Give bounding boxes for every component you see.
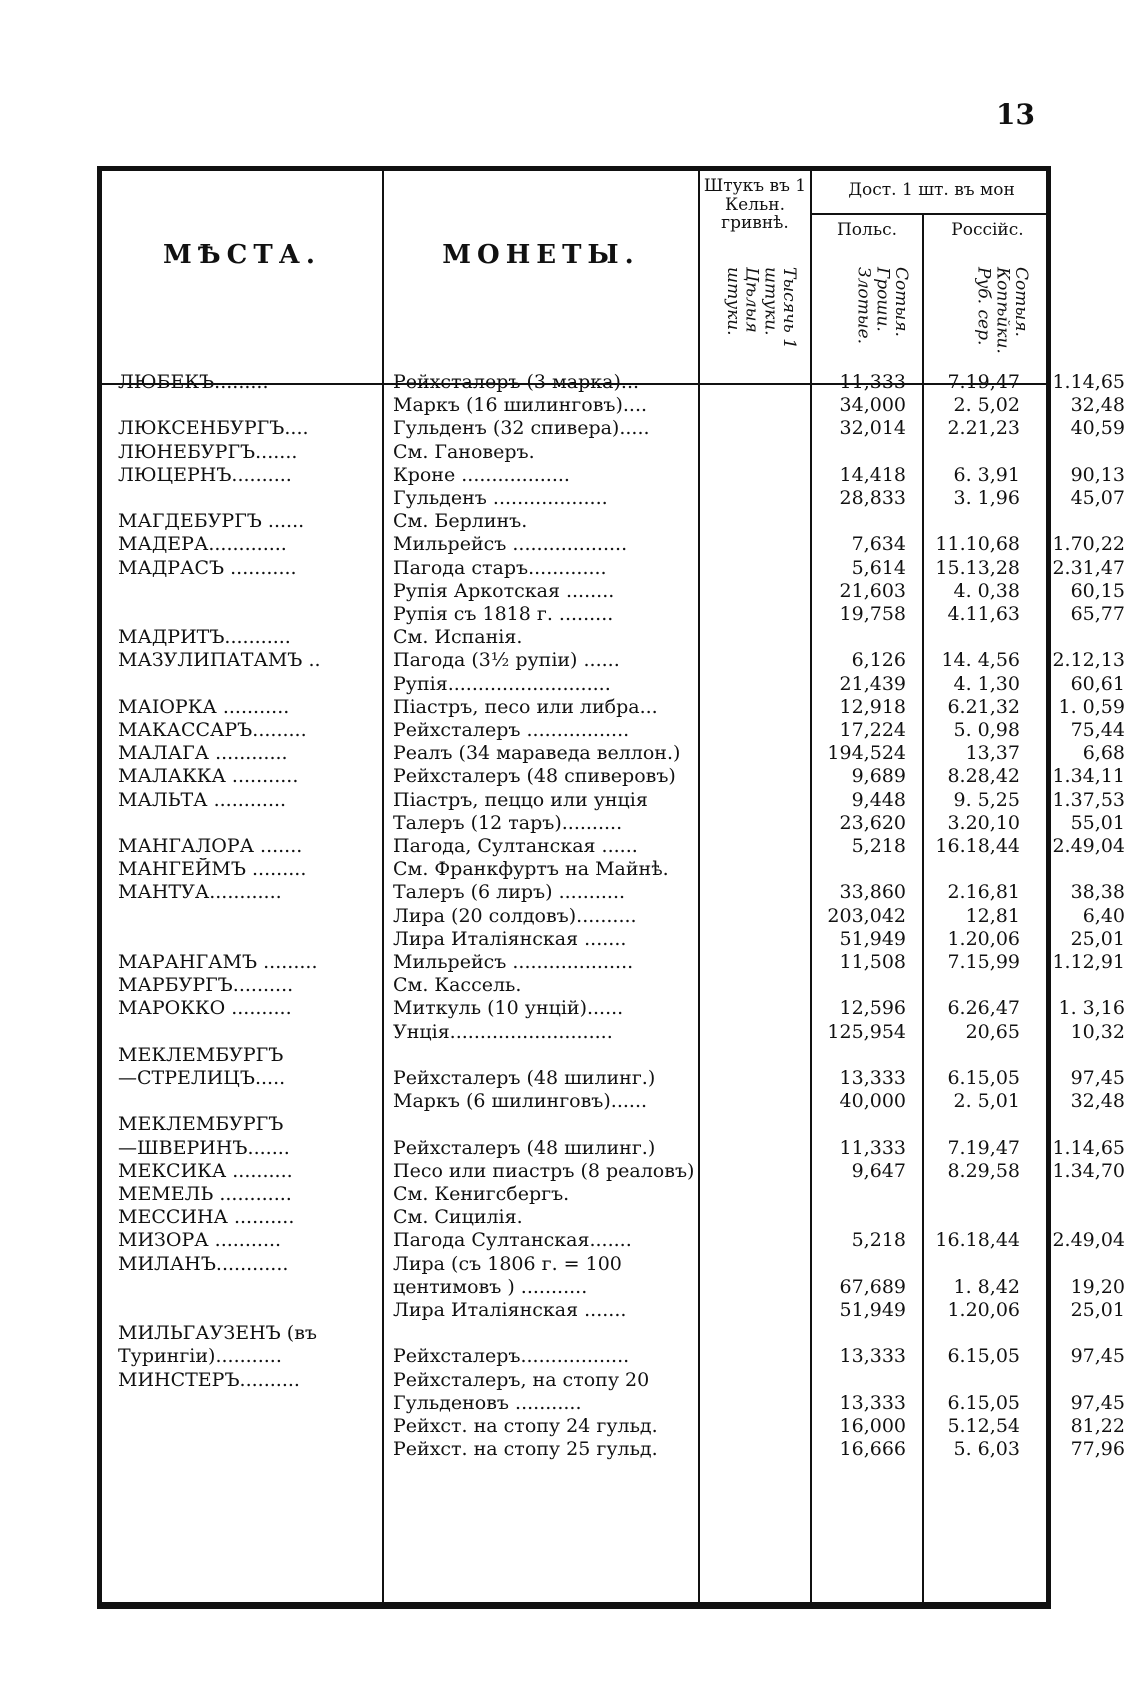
russian-value: 1.14,65 (1052, 1136, 1125, 1159)
place-name: МАДРИТЪ........... (118, 626, 291, 649)
russian-value: 38,38 (1070, 881, 1125, 904)
place-name: МЕКСИКА .......... (118, 1159, 293, 1182)
table-row (102, 441, 1056, 465)
polish-value: 4.11,63 (947, 603, 1020, 625)
russian-value: 25,01 (1070, 927, 1125, 950)
coin-name: Миткуль (10 унцій)...... (393, 997, 624, 1020)
table-row (102, 695, 1125, 720)
coin-name: Талеръ (6 лиръ) ........... (393, 881, 626, 904)
polish-value: 2.16,81 (947, 881, 1020, 904)
russian-value: 19,20 (1070, 1275, 1125, 1298)
polish-value: 2. 5,01 (953, 1090, 1020, 1113)
table-row (102, 603, 1125, 627)
coin-name: Піастръ, песо или либра... (393, 695, 658, 718)
header-value-of-one: Дост. 1 шт. въ мон (848, 180, 1015, 200)
russian-value: 45,07 (1070, 487, 1125, 509)
coin-name: Рейхсталеръ (3 марка)... (393, 371, 640, 393)
table-row (102, 1438, 1125, 1462)
coin-name: Лира (съ 1806 г. = 100 (393, 1252, 622, 1275)
coin-name: Реалъ (34 мараведа веллон.) (393, 742, 681, 765)
russian-value: 1.70,22 (1052, 533, 1125, 556)
place-name: МЕМЕЛЬ ............ (118, 1183, 292, 1205)
place-name: МАЛЬТА ............ (118, 788, 287, 811)
coin-name: Лира Италіянская ....... (393, 927, 627, 950)
polish-value: 6.15,05 (947, 1067, 1020, 1089)
place-name: ЛЮЦЕРНЪ.......... (118, 463, 292, 486)
pieces-per-mark-value: 40,000 (839, 1090, 906, 1113)
polish-value: 1. 8,42 (953, 1275, 1020, 1298)
pieces-per-mark-value: 17,224 (839, 719, 906, 741)
pieces-per-mark-value: 9,448 (851, 788, 906, 811)
coin-name: Маркъ (6 шилинговъ)...... (393, 1090, 648, 1113)
table-row (102, 1183, 1056, 1207)
place-name: ЛЮКСЕНБУРГЪ.... (118, 417, 309, 440)
place-name: МЕКЛЕМБУРГЪ (118, 1043, 284, 1066)
pieces-per-mark-value: 33,860 (839, 881, 906, 904)
polish-value: 5. 6,03 (953, 1438, 1020, 1461)
table-row (102, 811, 1125, 836)
pieces-per-mark-value: 5,614 (851, 556, 906, 579)
pieces-per-mark-value: 6,126 (851, 649, 906, 672)
pieces-per-mark-value: 51,949 (839, 1299, 906, 1321)
table-row (102, 1090, 1125, 1114)
table-row (102, 951, 1125, 975)
coin-name: Рейхсталеръ (48 шилинг.) (393, 1067, 656, 1089)
coin-name: Лира (20 солдовъ).......... (393, 904, 637, 927)
place-name: МИЗОРА ........... (118, 1229, 282, 1252)
polish-value: 13,37 (965, 742, 1020, 765)
place-name: Турингіи)........... (118, 1345, 282, 1368)
place-name: МАІОРКА ........... (118, 695, 290, 718)
table-row (102, 835, 1125, 859)
place-name: МАЛАККА ........... (118, 765, 299, 788)
polish-value: 16.18,44 (935, 835, 1020, 857)
coin-name: Рейхсталеръ ................. (393, 719, 630, 741)
coin-name: Гульденъ (32 спивера)..... (393, 417, 650, 440)
pieces-per-mark-value: 11,333 (839, 1136, 906, 1159)
table-row (102, 927, 1125, 952)
polish-value: 4. 0,38 (953, 579, 1020, 602)
russian-value: 10,32 (1070, 1020, 1125, 1043)
coin-table (97, 166, 1125, 1609)
place-name: МАКАССАРЪ......... (118, 719, 307, 741)
table-row (102, 1322, 1056, 1346)
table-row (102, 672, 1125, 697)
russian-value: 60,61 (1070, 672, 1125, 695)
coin-name: Рупія........................... (393, 672, 611, 695)
table-row (102, 1206, 1056, 1230)
table-row (102, 556, 1125, 581)
russian-value: 2.31,47 (1052, 556, 1125, 579)
table-row (102, 742, 1125, 766)
place-name: МЕКЛЕМБУРГЪ (118, 1113, 284, 1136)
place-name: МИНСТЕРЪ.......... (118, 1368, 300, 1391)
russian-value: 40,59 (1070, 417, 1125, 440)
pieces-per-mark-value: 28,833 (839, 487, 906, 509)
polish-value: 1.20,06 (947, 927, 1020, 950)
table-row (102, 487, 1125, 511)
coin-name: Рейхст. на стопу 24 гульд. (393, 1415, 658, 1437)
russian-value: 60,15 (1070, 579, 1125, 602)
coin-name: Рейхсталеръ, на стопу 20 (393, 1368, 650, 1391)
table-row (102, 1299, 1125, 1323)
polish-value: 15.13,28 (935, 556, 1020, 579)
polish-value: 3.20,10 (947, 811, 1020, 834)
table-row (102, 1391, 1125, 1416)
russian-value: 97,45 (1070, 1391, 1125, 1414)
table-row (102, 394, 1125, 418)
place-name: МАДРАСЪ ........... (118, 556, 297, 579)
pieces-per-mark-value: 5,218 (851, 835, 906, 857)
russian-value: 1.14,65 (1052, 371, 1125, 393)
coin-name: См. Кенигсбергъ. (393, 1183, 570, 1205)
coin-name: Пагода (3½ рупіи) ...... (393, 649, 620, 672)
table-row (102, 417, 1125, 441)
place-name: МИЛАНЪ............ (118, 1252, 289, 1275)
page-number: 13 (996, 98, 1035, 131)
coin-name: Талеръ (12 таръ).......... (393, 811, 623, 834)
place-name: МАЗУЛИПАТАМЪ .. (118, 649, 321, 672)
polish-value: 5. 0,98 (953, 719, 1020, 741)
polish-value: 5.12,54 (947, 1415, 1020, 1437)
coin-name: Гульденовъ ........... (393, 1391, 582, 1414)
polish-value: 1.20,06 (947, 1299, 1020, 1321)
pieces-per-mark-value: 9,689 (851, 765, 906, 788)
place-name: МАДЕРА............. (118, 533, 287, 556)
place-name: МАРАНГАМЪ ......... (118, 951, 318, 973)
russian-value: 6,40 (1082, 904, 1125, 927)
pieces-per-mark-value: 12,596 (839, 997, 906, 1020)
polish-value: 12,81 (965, 904, 1020, 927)
pieces-per-mark-value: 67,689 (839, 1275, 906, 1298)
polish-value: 2.21,23 (947, 417, 1020, 440)
header-russian: Россійс. (951, 220, 1024, 240)
header-sub-pieces: Тысячь 1 штуки. Цѣлыя штуки. (722, 267, 799, 350)
coin-name: центимовъ ) ........... (393, 1275, 588, 1298)
place-name: МЕССИНА .......... (118, 1206, 295, 1229)
russian-value: 1. 0,59 (1058, 695, 1125, 718)
russian-value: 1.34,70 (1052, 1159, 1125, 1182)
polish-value: 7.15,99 (947, 951, 1020, 973)
coin-name: Кроне .................. (393, 463, 570, 486)
header-sub-russian: Сотыя. Копѣйки. Руб. сер. (973, 267, 1031, 354)
pieces-per-mark-value: 11,508 (839, 951, 906, 973)
header-pieces-per-mark: Штукъ въ 1 Кельн. гривнѣ. (703, 176, 807, 234)
coin-name: Піастръ, пеццо или унція (393, 788, 648, 811)
coin-name: См. Сицилія. (393, 1206, 523, 1229)
pieces-per-mark-value: 5,218 (851, 1229, 906, 1252)
table-row (102, 1253, 1056, 1277)
russian-value: 2.49,04 (1052, 835, 1125, 857)
coin-name: Мильрейсъ .................... (393, 951, 634, 973)
table-row (102, 1275, 1125, 1300)
polish-value: 6.15,05 (947, 1345, 1020, 1368)
polish-value: 6.26,47 (947, 997, 1020, 1020)
coin-name: Рейхст. на стопу 25 гульд. (393, 1438, 658, 1461)
pieces-per-mark-value: 7,634 (851, 533, 906, 556)
russian-value: 81,22 (1070, 1415, 1125, 1437)
polish-value: 20,65 (965, 1020, 1020, 1043)
coin-name: Рейхсталеръ (48 шилинг.) (393, 1136, 656, 1159)
table-row (102, 788, 1125, 813)
coin-name: Унція........................... (393, 1020, 613, 1043)
place-name: МИЛЬГАУЗЕНЪ (въ (118, 1322, 317, 1345)
table-row (102, 533, 1125, 557)
table-row (102, 904, 1125, 929)
pieces-per-mark-value: 34,000 (839, 394, 906, 417)
pieces-per-mark-value: 203,042 (827, 904, 906, 927)
place-name: МАНТУА............ (118, 881, 282, 904)
coin-name: Рейхсталеръ (48 спиверовъ) (393, 765, 676, 788)
table-row (102, 974, 1056, 998)
coin-name: Гульденъ ................... (393, 487, 608, 509)
table-row (102, 371, 1125, 395)
coin-name: Пагода Султанская....... (393, 1229, 632, 1252)
russian-value: 65,77 (1070, 603, 1125, 625)
table-row (102, 1044, 1056, 1068)
russian-value: 90,13 (1070, 463, 1125, 486)
place-name: МАРОККО .......... (118, 997, 292, 1020)
russian-value: 1.12,91 (1052, 951, 1125, 973)
coin-name: Лира Италіянская ....... (393, 1299, 627, 1321)
table-row (102, 765, 1125, 789)
polish-value: 6.15,05 (947, 1391, 1020, 1414)
table-row (102, 1345, 1125, 1369)
header-polish: Польс. (836, 220, 898, 240)
polish-value: 8.29,58 (947, 1159, 1020, 1182)
place-name: —ШВЕРИНЪ....... (118, 1136, 290, 1159)
place-name: МАЛАГА ............ (118, 742, 288, 765)
pieces-per-mark-value: 51,949 (839, 927, 906, 950)
polish-value: 11.10,68 (935, 533, 1020, 556)
coin-name: Маркъ (16 шилинговъ).... (393, 394, 648, 417)
russian-value: 32,48 (1070, 1090, 1125, 1113)
table-row (102, 1020, 1125, 1045)
polish-value: 8.28,42 (947, 765, 1020, 788)
coin-name: Рупія съ 1818 г. ......... (393, 603, 614, 625)
polish-value: 2. 5,02 (953, 394, 1020, 417)
coin-name: Песо или пиастръ (8 реаловъ) (393, 1159, 695, 1182)
russian-value: 25,01 (1070, 1299, 1125, 1321)
table-row (102, 1369, 1056, 1393)
header-places: МѢСТА. (163, 240, 321, 270)
place-name: ЛЮБЕКЪ......... (118, 371, 269, 393)
polish-value: 3. 1,96 (953, 487, 1020, 509)
pieces-per-mark-value: 9,647 (851, 1159, 906, 1182)
header-rule (810, 213, 1051, 215)
polish-value: 7.19,47 (947, 371, 1020, 393)
polish-value: 9. 5,25 (953, 788, 1020, 811)
header-coins: МОНЕТЫ. (442, 240, 640, 270)
russian-value: 2.49,04 (1052, 1229, 1125, 1252)
place-name: МАНГАЛОРА ....... (118, 835, 303, 857)
pieces-per-mark-value: 11,333 (839, 371, 906, 393)
pieces-per-mark-value: 23,620 (839, 811, 906, 834)
place-name: —СТРЕЛИЦЪ..... (118, 1067, 286, 1089)
russian-value: 32,48 (1070, 394, 1125, 417)
russian-value: 97,45 (1070, 1067, 1125, 1089)
pieces-per-mark-value: 13,333 (839, 1391, 906, 1414)
table-row (102, 626, 1056, 650)
pieces-per-mark-value: 19,758 (839, 603, 906, 625)
table-row (102, 579, 1125, 604)
table-row (102, 1136, 1125, 1161)
coin-name: См. Испанія. (393, 626, 523, 649)
pieces-per-mark-value: 125,954 (827, 1020, 906, 1043)
russian-value: 2.12,13 (1052, 649, 1125, 672)
pieces-per-mark-value: 14,418 (839, 463, 906, 486)
russian-value: 1.34,11 (1052, 765, 1125, 788)
place-name: ЛЮНЕБУРГЪ....... (118, 440, 298, 463)
table-row (102, 858, 1056, 882)
place-name: МАГДЕБУРГЪ ...... (118, 510, 305, 533)
coin-name: Мильрейсъ ................... (393, 533, 628, 556)
pieces-per-mark-value: 32,014 (839, 417, 906, 440)
table-row (102, 463, 1125, 488)
table-row (102, 1113, 1056, 1137)
coin-name: Рейхсталеръ.................. (393, 1345, 630, 1368)
pieces-per-mark-value: 16,666 (839, 1438, 906, 1461)
coin-name: См. Гановеръ. (393, 440, 535, 463)
russian-value: 1. 3,16 (1058, 997, 1125, 1020)
coin-name: См. Кассель. (393, 974, 522, 997)
table-row (102, 510, 1056, 534)
pieces-per-mark-value: 13,333 (839, 1067, 906, 1089)
pieces-per-mark-value: 21,439 (839, 672, 906, 695)
table-row (102, 649, 1125, 673)
russian-value: 1.37,53 (1052, 788, 1125, 811)
russian-value: 6,68 (1082, 742, 1125, 765)
table-row (102, 1159, 1125, 1184)
place-name: МАНГЕЙМЪ ......... (118, 858, 307, 881)
polish-value: 16.18,44 (935, 1229, 1020, 1252)
russian-value: 55,01 (1070, 811, 1125, 834)
pieces-per-mark-value: 194,524 (827, 742, 906, 765)
russian-value: 75,44 (1070, 719, 1125, 741)
table-row (102, 719, 1125, 743)
table-row (102, 1229, 1125, 1253)
polish-value: 6. 3,91 (953, 463, 1020, 486)
table-row (102, 1067, 1125, 1091)
polish-value: 14. 4,56 (941, 649, 1020, 672)
header-sub-polish: Сотыя. Гроши. Злотые. (853, 267, 911, 345)
coin-name: Пагода, Султанская ...... (393, 835, 638, 857)
pieces-per-mark-value: 16,000 (839, 1415, 906, 1437)
table-row (102, 1415, 1125, 1439)
table-row (102, 997, 1125, 1021)
place-name: МАРБУРГЪ.......... (118, 974, 294, 997)
russian-value: 97,45 (1070, 1345, 1125, 1368)
coin-name: Рупія Аркотская ........ (393, 579, 615, 602)
coin-name: См. Франкфуртъ на Майнѣ. (393, 858, 669, 881)
polish-value: 7.19,47 (947, 1136, 1020, 1159)
pieces-per-mark-value: 13,333 (839, 1345, 906, 1368)
table-row (102, 881, 1125, 905)
pieces-per-mark-value: 21,603 (839, 579, 906, 602)
coin-name: Пагода старъ............. (393, 556, 607, 579)
polish-value: 4. 1,30 (953, 672, 1020, 695)
pieces-per-mark-value: 12,918 (839, 695, 906, 718)
polish-value: 6.21,32 (947, 695, 1020, 718)
coin-name: См. Берлинъ. (393, 510, 528, 533)
russian-value: 77,96 (1070, 1438, 1125, 1461)
